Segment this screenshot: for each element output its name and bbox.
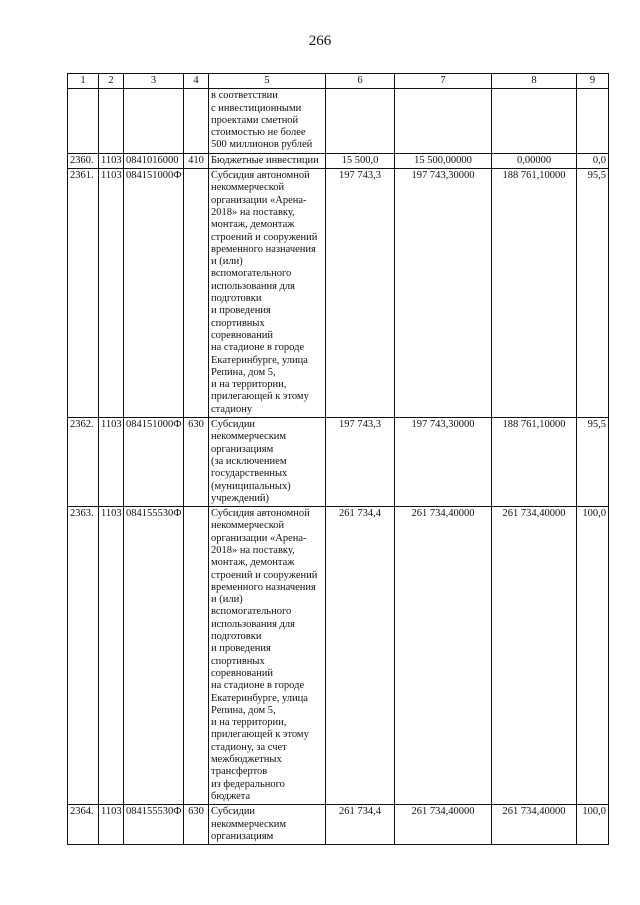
section-code-cell: 1103 <box>99 418 124 507</box>
adjusted-amount-cell: 261 734,40000 <box>395 507 492 805</box>
percent-cell: 95,5 <box>577 418 609 507</box>
executed-amount-cell: 261 734,40000 <box>492 507 577 805</box>
expense-type-cell: 410 <box>184 153 209 168</box>
row-number-cell <box>68 89 99 153</box>
row-number-cell: 2362. <box>68 418 99 507</box>
budget-table <box>67 73 609 845</box>
adjusted-amount-cell: 261 734,40000 <box>395 805 492 845</box>
executed-amount-cell: 0,00000 <box>492 153 577 168</box>
planned-amount-cell: 197 743,3 <box>326 418 395 507</box>
planned-amount-cell: 197 743,3 <box>326 169 395 418</box>
target-article-cell: 084155530Ф <box>124 507 184 805</box>
planned-amount-cell: 261 734,4 <box>326 507 395 805</box>
target-article-cell: 084155530Ф <box>124 805 184 845</box>
description-cell: Субсидия автономной некоммерческой организации «Арена- 2018» на поставку, монтаж, демонтаж строений и сооружений временного назначения и (или) вспомогательного использования для подготовки и проведения спортивных соревнований на стадионе в городе Екатеринбурге, улица Репина, дом 5, и на территории, прилегающей к этому стадиону, за счет межбюджетных трансфертов из федерального бюджета <box>209 507 326 805</box>
adjusted-amount-cell: 197 743,30000 <box>395 418 492 507</box>
description-cell: Бюджетные инвестиции <box>209 153 326 168</box>
row-number-cell: 2363. <box>68 507 99 805</box>
percent-cell: 100,0 <box>577 507 609 805</box>
percent-cell <box>577 89 609 153</box>
column-header: 1 <box>68 74 99 89</box>
table-row <box>68 507 609 805</box>
table-row <box>68 153 609 168</box>
executed-amount-cell: 261 734,40000 <box>492 805 577 845</box>
description-cell: Субсидии некоммерческим организациям <box>209 805 326 845</box>
adjusted-amount-cell: 197 743,30000 <box>395 169 492 418</box>
table-row <box>68 418 609 507</box>
page-number: 266 <box>308 33 332 49</box>
column-header: 2 <box>99 74 124 89</box>
adjusted-amount-cell: 15 500,00000 <box>395 153 492 168</box>
target-article-cell: 0841016000 <box>124 153 184 168</box>
planned-amount-cell <box>326 89 395 153</box>
section-code-cell: 1103 <box>99 805 124 845</box>
executed-amount-cell: 188 761,10000 <box>492 418 577 507</box>
percent-cell: 95,5 <box>577 169 609 418</box>
section-code-cell: 1103 <box>99 169 124 418</box>
column-header: 6 <box>326 74 395 89</box>
table-row <box>68 169 609 418</box>
section-code-cell <box>99 89 124 153</box>
column-header: 4 <box>184 74 209 89</box>
executed-amount-cell: 188 761,10000 <box>492 169 577 418</box>
column-header: 9 <box>577 74 609 89</box>
description-cell: в соответствии с инвестиционными проектами сметной стоимостью не более 500 миллионов рублей <box>209 89 326 153</box>
table-row <box>68 89 609 153</box>
adjusted-amount-cell <box>395 89 492 153</box>
row-number-cell: 2361. <box>68 169 99 418</box>
section-code-cell: 1103 <box>99 507 124 805</box>
table-header-row <box>68 74 609 89</box>
row-number-cell: 2364. <box>68 805 99 845</box>
table-row <box>68 805 609 845</box>
description-cell: Субсидии некоммерческим организациям (за исключением государственных (муниципальных) учреждений) <box>209 418 326 507</box>
planned-amount-cell: 261 734,4 <box>326 805 395 845</box>
column-header: 5 <box>209 74 326 89</box>
executed-amount-cell <box>492 89 577 153</box>
column-header: 8 <box>492 74 577 89</box>
column-header: 7 <box>395 74 492 89</box>
percent-cell: 0,0 <box>577 153 609 168</box>
planned-amount-cell: 15 500,0 <box>326 153 395 168</box>
percent-cell: 100,0 <box>577 805 609 845</box>
target-article-cell: 084151000Ф <box>124 418 184 507</box>
target-article-cell <box>124 89 184 153</box>
expense-type-cell <box>184 507 209 805</box>
expense-type-cell: 630 <box>184 418 209 507</box>
expense-type-cell <box>184 169 209 418</box>
target-article-cell: 084151000Ф <box>124 169 184 418</box>
expense-type-cell <box>184 89 209 153</box>
description-cell: Субсидия автономной некоммерческой организации «Арена- 2018» на поставку, монтаж, демонтаж строений и сооружений временного назначения и (или) вспомогательного использования для подготовки и проведения спортивных соревнований на стадионе в городе Екатеринбурге, улица Репина, дом 5, и на территории, прилегающей к этому стадиону <box>209 169 326 418</box>
section-code-cell: 1103 <box>99 153 124 168</box>
column-header: 3 <box>124 74 184 89</box>
expense-type-cell: 630 <box>184 805 209 845</box>
row-number-cell: 2360. <box>68 153 99 168</box>
